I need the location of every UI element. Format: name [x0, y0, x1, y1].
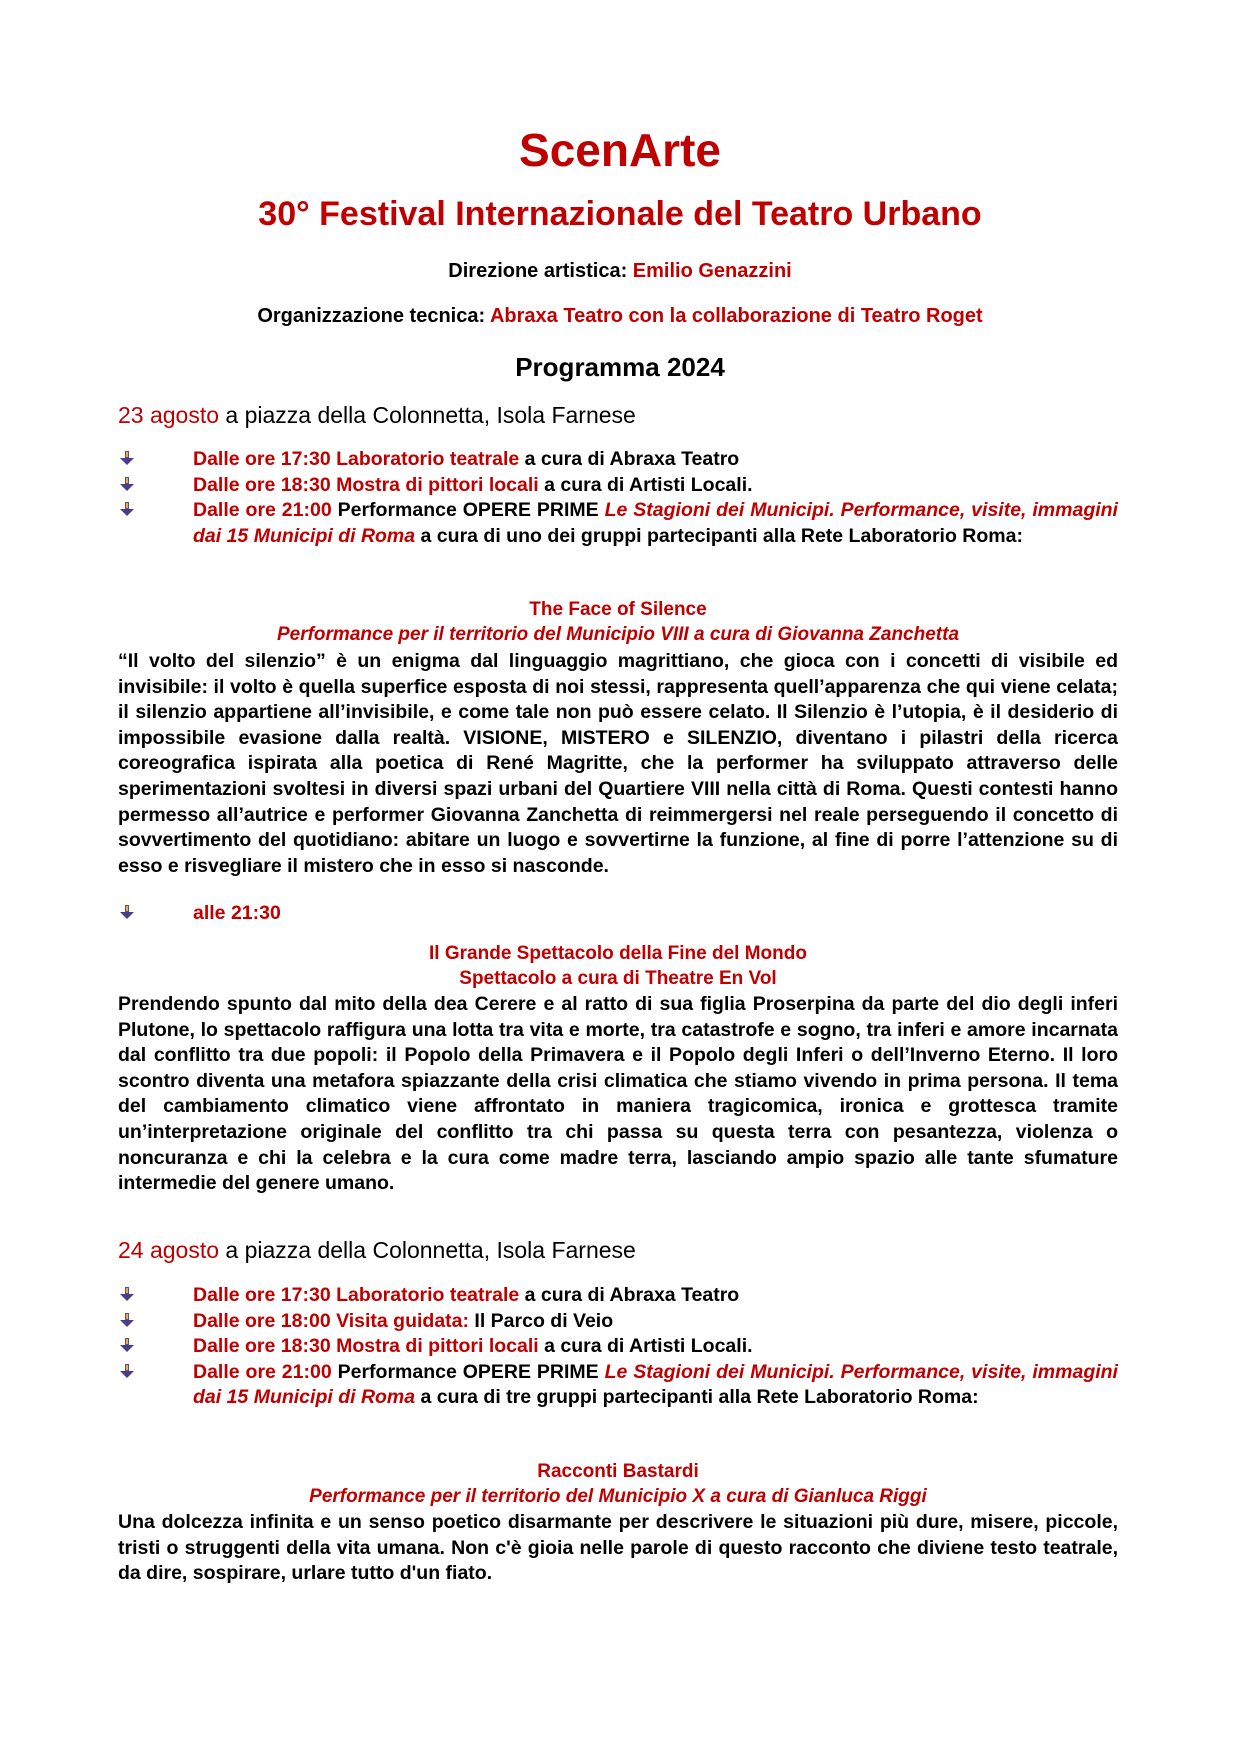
day2-schedule-list	[118, 1283, 1118, 1411]
day-place: a piazza della Colonnetta, Isola Farnese	[225, 402, 636, 428]
schedule-item	[118, 447, 1118, 473]
item-time-activity: Dalle ore 17:30 Laboratorio teatrale	[193, 1284, 520, 1306]
item-organizer: a cura di uno dei gruppi partecipanti alla Rete Laboratorio Roma:	[420, 524, 1023, 547]
festival-subtitle: 30° Festival Internazionale del Teatro Urbano	[258, 195, 982, 233]
item-time: alle 21:30	[193, 902, 281, 924]
item-time-activity: Dalle ore 18:30 Mostra di pittori locali	[193, 1335, 539, 1357]
day-heading-2	[118, 1235, 636, 1265]
arrow-down-bullet-icon	[120, 476, 134, 492]
arrow-down-bullet-icon	[120, 1363, 134, 1379]
item-time-activity: Dalle ore 18:00 Visita guidata:	[193, 1309, 469, 1332]
page-title: ScenArte	[519, 124, 721, 176]
day1-schedule-list	[118, 447, 1118, 549]
day-heading-1	[118, 400, 636, 430]
show-subtitle: Performance per il territorio del Municipio VIII a cura di Giovanna Zanchetta	[276, 624, 960, 645]
item-destination: Il Parco di Veio	[474, 1309, 614, 1332]
item-organizer: a cura di Artisti Locali.	[544, 473, 753, 496]
schedule-item	[118, 901, 1118, 927]
item-performance-title: Le Stagioni dei Municipi. Performance, visite, immagini dai 15 Municipi di Roma	[193, 1360, 1118, 1408]
organization-label: Organizzazione tecnica:	[257, 305, 486, 327]
artistic-direction	[0, 258, 1240, 284]
show-subtitle: Spettacolo a cura di Theatre En Vol	[459, 968, 777, 989]
schedule-item	[118, 1360, 1118, 1411]
arrow-down-bullet-icon	[120, 1312, 134, 1328]
direction-value: Emilio Genazzini	[632, 260, 792, 282]
arrow-down-bullet-icon	[120, 1337, 134, 1353]
schedule-item	[118, 1309, 1118, 1335]
item-performance-title: Le Stagioni dei Municipi. Performance, visite, immagini dai 15 Municipi di Roma	[193, 499, 1118, 547]
item-organizer: a cura di tre gruppi partecipanti alla Rete Laboratorio Roma:	[420, 1386, 979, 1408]
schedule-item	[118, 498, 1118, 549]
item-performance-label: Performance OPERE PRIME	[337, 1360, 599, 1383]
schedule-item	[118, 473, 1118, 499]
item-time-activity: Dalle ore 17:30 Laboratorio teatrale	[193, 448, 520, 470]
arrow-down-bullet-icon	[120, 1286, 134, 1302]
day1-late-schedule-list	[118, 901, 1118, 927]
schedule-item	[118, 1283, 1118, 1309]
direction-label: Direzione artistica:	[448, 260, 628, 282]
show-description: Una dolcezza infinita e un senso poetico disarmante per descrivere le situazioni più dure, misere, piccole, tristi o struggenti della vita umana. Non c'è gioia nelle parole di questo racconto che diviene testo teatrale, da dire, sospirare, urlare tutto d'un fiato.	[118, 1511, 1118, 1585]
arrow-down-bullet-icon	[120, 450, 134, 466]
item-organizer: a cura di Abraxa Teatro	[524, 1284, 740, 1306]
show-title: The Face of Silence	[529, 599, 707, 620]
item-time: Dalle ore 21:00	[193, 499, 332, 521]
day-date: 24 agosto	[118, 1237, 220, 1263]
item-organizer: a cura di Abraxa Teatro	[524, 448, 740, 470]
day-place: a piazza della Colonnetta, Isola Farnese	[225, 1237, 636, 1263]
organization-value: Abraxa Teatro con la collaborazione di Teatro Roget	[489, 305, 983, 327]
show-title: Il Grande Spettacolo della Fine del Mondo	[429, 943, 807, 964]
item-performance-label: Performance OPERE PRIME	[337, 499, 599, 521]
show-description: “Il volto del silenzio” è un enigma dal linguaggio magrittiano, che gioca con i concetti di visibile ed invisibile: il volto è quella superfice esposta di noi stessi, rappresenta quell’apparenza che qui viene celata; il silenzio appartiene all’invisibile, e come tale non può essere celato. Il Silenzio è l’utopia, è il desiderio di impossibile evasione dalla realtà. VISIONE, MISTERO e SILENZIO, diventano i pilastri della ricerca coreografica ispirata alla poetica di René Magritte, che la performer ha sviluppato attraverso delle sperimentazioni svoltesi in diversi spazi urbani del Quartiere VIII nella città di Roma. Questi contesti hanno permesso all’autrice e performer Giovanna Zanchetta di reimmergersi nel reale perseguendo il concetto di sovvertimento del quotidiano: abitare un luogo e sovvertirne la funzione, al fine di porre l’attenzione su di esso e risvegliare il mistero che in esso si nasconde.	[118, 650, 1118, 877]
show-description: Prendendo spunto dal mito della dea Cerere e al ratto di sua figlia Proserpina da parte del dio degli inferi Plutone, lo spettacolo raffigura una lotta tra vita e morte, tra catastrofe e sogno, tra inferi e amore incarnata dal conflitto tra due popoli: il Popolo della Primavera e il Popolo degli Inferi o dell’Inverno Eterno. Il loro scontro diventa una metafora spiazzante della crisi climatica che stiamo vivendo in prima persona. Il tema del cambiamento climatico viene affrontato in maniera tragicomica, ironica e grottesca tramite un’interpretazione originale del conflitto tra chi passa su questa terra con pesantezza, violenza o noncuranza e chi la celebra e la cura come madre terra, lasciando ampio spazio alle tante sfumature intermedie del genere umano.	[118, 993, 1118, 1195]
show-title: Racconti Bastardi	[537, 1461, 699, 1482]
arrow-down-bullet-icon	[120, 501, 134, 517]
program-heading: Programma 2024	[515, 352, 725, 382]
arrow-down-bullet-icon	[120, 904, 134, 920]
day-date: 23 agosto	[118, 402, 220, 428]
technical-organization	[0, 303, 1240, 329]
show-subtitle: Performance per il territorio del Municipio X a cura di Gianluca Riggi	[309, 1486, 927, 1507]
schedule-item	[118, 1334, 1118, 1360]
item-organizer: a cura di Artisti Locali.	[544, 1335, 753, 1357]
item-time-activity: Dalle ore 18:30 Mostra di pittori locali	[193, 473, 539, 496]
item-time: Dalle ore 21:00	[193, 1360, 332, 1383]
